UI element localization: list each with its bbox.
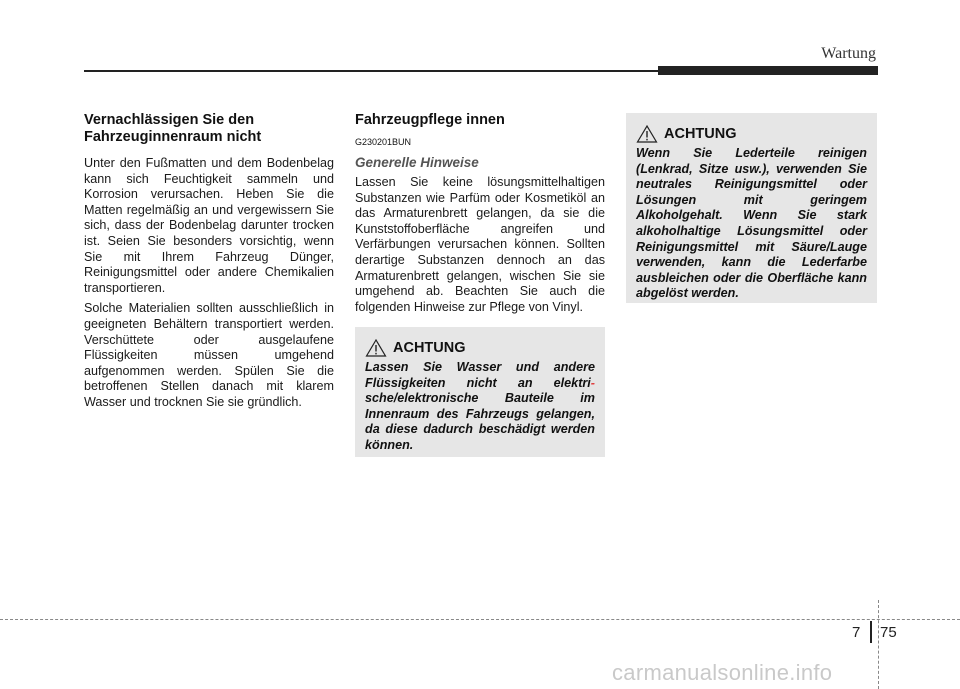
caution-title: ACHTUNG (664, 126, 737, 142)
interior-care-heading: Fahrzeugpflege innen (355, 112, 505, 128)
chapter-number: 7 (852, 624, 861, 641)
paragraph: Solche Materialien sollten ausschließlich in geeigneten Behältern transportiert werden. Verschüttete oder ausgelaufene Flüssigkeiten müssen umgehend aufgenommen werden. Spülen Sie die betroffenen Stellen danach mit klarem Wasser und trocknen Sie sie gründlich. (84, 301, 334, 409)
caution-text-part: Lassen Sie Wasser und andere Flüssigkeiten nicht an elektri (365, 360, 595, 390)
header-bar (658, 66, 878, 75)
warning-triangle-icon (636, 125, 658, 143)
footer-vertical-rule (878, 600, 879, 689)
caution-box-liquids (355, 327, 605, 457)
caution-text-part: sche/elektronische Bauteile im Innenraum des Fahrzeugs gelangen, da diese dadurch beschädigt werden können. (365, 391, 595, 452)
watermark: carmanualsonline.info (612, 660, 833, 685)
section-title: Wartung (821, 45, 876, 62)
warning-triangle-icon (365, 339, 387, 357)
interior-heading: Vernachlässigen Sie den Fahrzeuginnenraum nicht (84, 112, 262, 145)
caution-box-leather (626, 113, 877, 303)
column-middle (355, 112, 605, 320)
section-code: G230201BUN (355, 137, 412, 147)
caution-header (636, 125, 867, 143)
footer-rule (0, 619, 960, 620)
header-rule (84, 70, 658, 72)
column-left (84, 112, 334, 416)
caution-text (365, 360, 595, 454)
paragraph: Unter den Fußmatten und dem Bodenbelag kann sich Feuchtigkeit sammeln und Korrosion verursachen. Heben Sie die Matten regelmäßig an und vergewissern Sie sich, dass der Bodenbelag darunter trocken ist. Seien Sie besonders vorsichtig, wenn Sie mit Ihrem Fahrzeug Dünger, Reinigungsmittel oder andere Chemikalien transportieren. (84, 156, 334, 295)
paragraph: Lassen Sie keine lösungsmittelhaltigen Substanzen wie Parfüm oder Kosmetiköl an das Armaturenbrett gelangen, da sie die Kunststoffoberfläche angreifen und Verfärbungen verursachen können. Sollten derartige Substanzen dennoch an das Armaturenbrett gelangen, wischen Sie sie umgehend ab. Beachten Sie auch die folgenden Hinweise zur Pflege von Vinyl. (355, 175, 605, 314)
page-number: 75 (880, 624, 897, 641)
caution-title: ACHTUNG (393, 340, 466, 356)
caution-text: Wenn Sie Lederteile reinigen (Lenkrad, Sitze usw.), verwenden Sie neutrales Reinigungsmittel oder Lösungen mit geringem Alkoholgehalt. Wenn Sie stark alkoholhaltige Lösungsmittel oder Reinigungsmittel mit Säure/Lauge verwenden, kann die Lederfarbe ausbleichen oder die Oberfläche kann abgelöst werden. (636, 146, 867, 301)
caution-header (365, 339, 595, 357)
soft-hyphen: - (590, 375, 595, 390)
page-divider (870, 621, 872, 643)
general-notes-subheading: Generelle Hinweise (355, 155, 479, 170)
